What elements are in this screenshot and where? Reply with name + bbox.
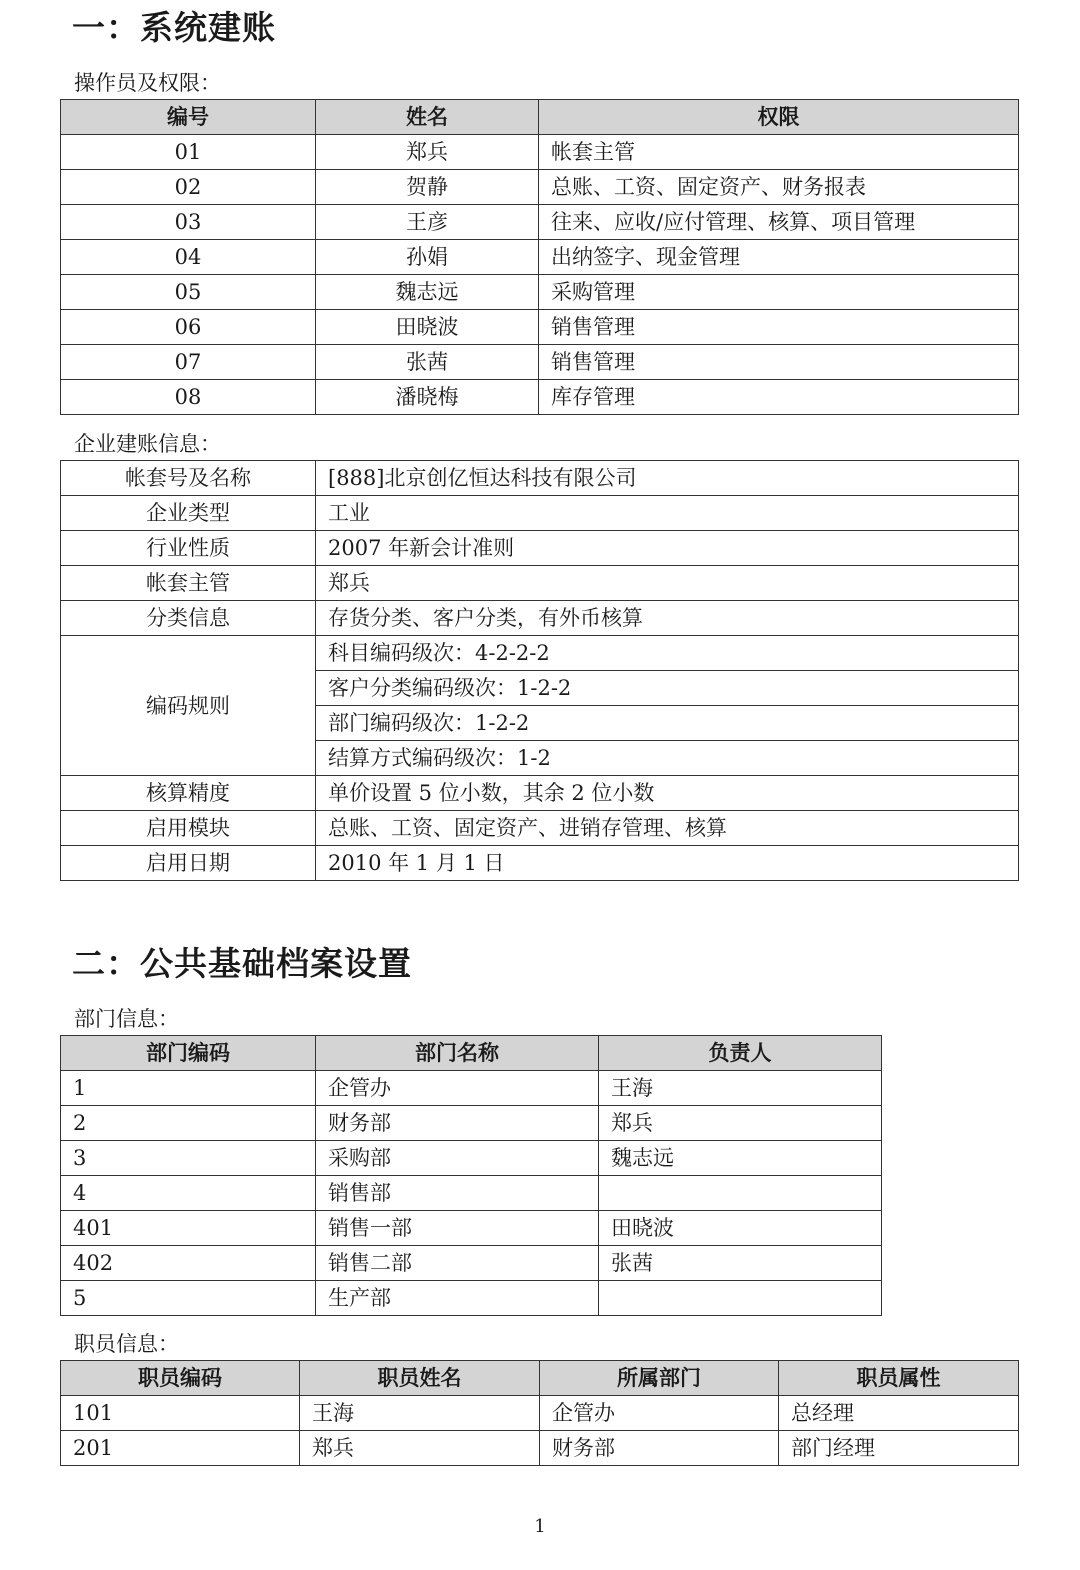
table-row	[61, 846, 1019, 881]
staff-caption: 职员信息：	[74, 1332, 179, 1356]
row-value: 郑兵	[316, 566, 1019, 601]
row-value: 总账、工资、固定资产、进销存管理、核算	[316, 811, 1019, 846]
operator-name: 孙娟	[316, 240, 539, 275]
row-label: 启用模块	[61, 811, 316, 846]
table-row	[61, 1106, 882, 1141]
row-value: [888]北京创亿恒达科技有限公司	[316, 461, 1019, 496]
operator-id: 06	[61, 310, 316, 345]
staff-dept: 企管办	[540, 1396, 779, 1431]
operator-permission: 采购管理	[539, 275, 1019, 310]
table-row	[61, 1176, 882, 1211]
table-row	[61, 1211, 882, 1246]
row-value: 2007 年新会计准则	[316, 531, 1019, 566]
dept-name: 销售部	[316, 1176, 599, 1211]
operator-id: 02	[61, 170, 316, 205]
account-info-table	[60, 460, 1019, 881]
row-label: 分类信息	[61, 601, 316, 636]
dept-code: 5	[61, 1281, 316, 1316]
operator-id: 03	[61, 205, 316, 240]
row-label: 行业性质	[61, 531, 316, 566]
staff-attr: 总经理	[779, 1396, 1019, 1431]
dept-head: 魏志远	[599, 1141, 882, 1176]
staff-name: 郑兵	[300, 1431, 540, 1466]
table-row	[61, 135, 1019, 170]
dept-name: 销售二部	[316, 1246, 599, 1281]
header-dept-code: 部门编码	[61, 1036, 316, 1071]
staff-code: 101	[61, 1396, 300, 1431]
section2-title: 二：公共基础档案设置	[72, 944, 412, 983]
table-row	[61, 461, 1019, 496]
department-table	[60, 1035, 882, 1316]
table-row	[61, 496, 1019, 531]
table-row	[61, 240, 1019, 275]
header-staff-attr: 职员属性	[779, 1361, 1019, 1396]
dept-code: 402	[61, 1246, 316, 1281]
staff-table	[60, 1360, 1019, 1466]
row-label: 帐套主管	[61, 566, 316, 601]
operator-permission: 销售管理	[539, 310, 1019, 345]
table-row	[61, 531, 1019, 566]
section1-title: 一：系统建账	[72, 8, 276, 47]
staff-code: 201	[61, 1431, 300, 1466]
operator-id: 07	[61, 345, 316, 380]
table-row	[61, 811, 1019, 846]
operator-id: 08	[61, 380, 316, 415]
table-row	[61, 1071, 882, 1106]
row-value: 存货分类、客户分类，有外币核算	[316, 601, 1019, 636]
row-label: 编码规则	[61, 636, 316, 776]
table-row	[61, 1246, 882, 1281]
dept-code: 2	[61, 1106, 316, 1141]
dept-head	[599, 1281, 882, 1316]
dept-code: 1	[61, 1071, 316, 1106]
table-row	[61, 310, 1019, 345]
account-caption: 企业建账信息：	[74, 432, 221, 456]
operator-name: 潘晓梅	[316, 380, 539, 415]
header-permission: 权限	[539, 100, 1019, 135]
dept-head: 王海	[599, 1071, 882, 1106]
dept-caption: 部门信息：	[74, 1007, 179, 1031]
row-value: 部门编码级次：1-2-2	[316, 706, 1019, 741]
operator-permission: 销售管理	[539, 345, 1019, 380]
table-row	[61, 776, 1019, 811]
row-value: 结算方式编码级次：1-2	[316, 741, 1019, 776]
operator-permission: 总账、工资、固定资产、财务报表	[539, 170, 1019, 205]
row-value: 工业	[316, 496, 1019, 531]
dept-head	[599, 1176, 882, 1211]
table-header-row	[61, 1361, 1019, 1396]
header-id: 编号	[61, 100, 316, 135]
table-row	[61, 170, 1019, 205]
row-label: 启用日期	[61, 846, 316, 881]
header-name: 姓名	[316, 100, 539, 135]
operator-name: 魏志远	[316, 275, 539, 310]
dept-head: 田晓波	[599, 1211, 882, 1246]
table-row	[61, 205, 1019, 240]
table-row	[61, 1431, 1019, 1466]
row-value: 科目编码级次：4-2-2-2	[316, 636, 1019, 671]
operator-name: 张茜	[316, 345, 539, 380]
table-header-row	[61, 1036, 882, 1071]
table-row	[61, 1281, 882, 1316]
operator-id: 04	[61, 240, 316, 275]
operator-id: 05	[61, 275, 316, 310]
table-row	[61, 1141, 882, 1176]
operator-id: 01	[61, 135, 316, 170]
row-label: 企业类型	[61, 496, 316, 531]
header-staff-name: 职员姓名	[300, 1361, 540, 1396]
table-row	[61, 1396, 1019, 1431]
staff-dept: 财务部	[540, 1431, 779, 1466]
dept-name: 企管办	[316, 1071, 599, 1106]
page-number: 1	[534, 1516, 546, 1537]
dept-name: 采购部	[316, 1141, 599, 1176]
operator-permission: 出纳签字、现金管理	[539, 240, 1019, 275]
table-row	[61, 345, 1019, 380]
dept-name: 生产部	[316, 1281, 599, 1316]
dept-name: 销售一部	[316, 1211, 599, 1246]
header-staff-dept: 所属部门	[540, 1361, 779, 1396]
header-staff-code: 职员编码	[61, 1361, 300, 1396]
staff-attr: 部门经理	[779, 1431, 1019, 1466]
row-label: 帐套号及名称	[61, 461, 316, 496]
dept-head: 郑兵	[599, 1106, 882, 1141]
header-dept-name: 部门名称	[316, 1036, 599, 1071]
operator-name: 王彦	[316, 205, 539, 240]
row-value: 2010 年 1 月 1 日	[316, 846, 1019, 881]
operator-permission: 库存管理	[539, 380, 1019, 415]
operator-permission: 往来、应收/应付管理、核算、项目管理	[539, 205, 1019, 240]
staff-name: 王海	[300, 1396, 540, 1431]
row-value: 单价设置 5 位小数，其余 2 位小数	[316, 776, 1019, 811]
dept-code: 3	[61, 1141, 316, 1176]
header-dept-head: 负责人	[599, 1036, 882, 1071]
operators-table	[60, 99, 1019, 415]
dept-code: 401	[61, 1211, 316, 1246]
table-row	[61, 275, 1019, 310]
operator-name: 田晓波	[316, 310, 539, 345]
row-value: 客户分类编码级次：1-2-2	[316, 671, 1019, 706]
table-row	[61, 601, 1019, 636]
operators-caption: 操作员及权限：	[74, 71, 221, 95]
dept-head: 张茜	[599, 1246, 882, 1281]
operator-name: 贺静	[316, 170, 539, 205]
dept-code: 4	[61, 1176, 316, 1211]
table-row	[61, 566, 1019, 601]
operator-name: 郑兵	[316, 135, 539, 170]
table-header-row	[61, 100, 1019, 135]
table-row	[61, 636, 1019, 671]
dept-name: 财务部	[316, 1106, 599, 1141]
operator-permission: 帐套主管	[539, 135, 1019, 170]
table-row	[61, 380, 1019, 415]
row-label: 核算精度	[61, 776, 316, 811]
